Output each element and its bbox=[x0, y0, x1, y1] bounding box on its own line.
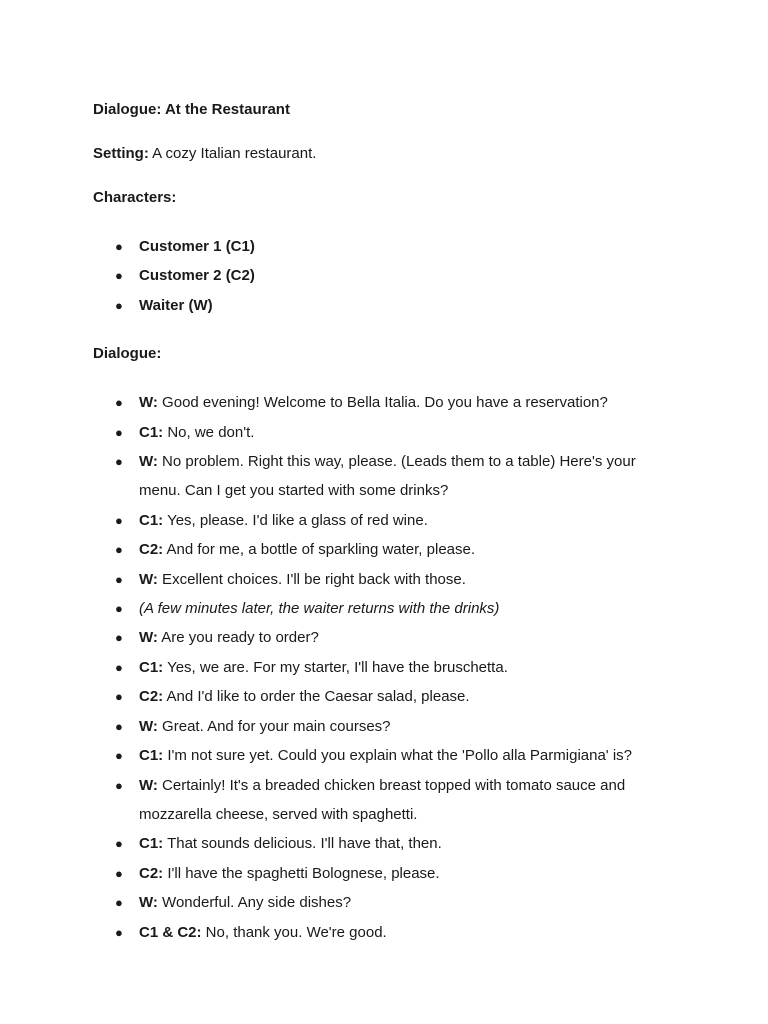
dialogue-text: I'm not sure yet. Could you explain what the 'Pollo alla Parmigiana' is? bbox=[163, 747, 633, 765]
bullet-icon: ● bbox=[115, 395, 123, 411]
dialogue-line bbox=[93, 418, 673, 447]
character-item bbox=[93, 291, 673, 320]
bullet-icon: ● bbox=[115, 836, 123, 852]
speaker-label: C2: bbox=[139, 688, 164, 706]
speaker-label: C2: bbox=[139, 541, 164, 559]
bullet-icon: ● bbox=[115, 718, 123, 734]
bullet-icon: ● bbox=[115, 630, 123, 646]
dialogue-text: Certainly! It's a breaded chicken breast topped with tomato sauce and mozzarella cheese, served with spaghetti. bbox=[139, 776, 626, 823]
speaker-label: C1: bbox=[139, 835, 164, 853]
dialogue-line bbox=[93, 888, 673, 917]
setting-label: Setting: bbox=[93, 145, 149, 162]
speaker-label: W: bbox=[139, 570, 158, 588]
dialogue-list bbox=[93, 388, 673, 947]
bullet-icon: ● bbox=[115, 424, 123, 440]
dialogue-heading: Dialogue: bbox=[93, 345, 162, 363]
dialogue-text: And for me, a bottle of sparkling water, please. bbox=[163, 541, 476, 559]
dialogue-text: I'll have the spaghetti Bolognese, please. bbox=[163, 864, 440, 882]
dialogue-text: No, thank you. We're good. bbox=[201, 923, 387, 941]
character-name: Waiter (W) bbox=[139, 296, 213, 314]
dialogue-line bbox=[93, 447, 673, 506]
dialogue-text: Great. And for your main courses? bbox=[157, 717, 391, 735]
document-page bbox=[93, 100, 673, 971]
dialogue-text: No, we don't. bbox=[163, 423, 255, 441]
dialogue-text: Are you ready to order? bbox=[157, 629, 319, 647]
bullet-icon: ● bbox=[115, 659, 123, 675]
bullet-icon: ● bbox=[115, 924, 123, 940]
bullet-icon: ● bbox=[115, 865, 123, 881]
character-item bbox=[93, 232, 673, 261]
dialogue-text: Wonderful. Any side dishes? bbox=[157, 894, 352, 912]
speaker-label: W: bbox=[139, 629, 158, 647]
speaker-label: C1: bbox=[139, 511, 164, 529]
stage-direction: (A few minutes later, the waiter returns with the drinks) bbox=[139, 600, 500, 618]
speaker-label: W: bbox=[139, 776, 158, 794]
speaker-label: W: bbox=[139, 453, 158, 471]
dialogue-text: Yes, we are. For my starter, I'll have the bruschetta. bbox=[163, 658, 508, 676]
dialogue-line bbox=[93, 859, 673, 888]
dialogue-line bbox=[93, 594, 673, 623]
dialogue-text: Excellent choices. I'll be right back with those. bbox=[157, 570, 466, 588]
dialogue-line bbox=[93, 712, 673, 741]
dialogue-line bbox=[93, 918, 673, 947]
dialogue-line bbox=[93, 771, 673, 830]
bullet-icon: ● bbox=[115, 571, 123, 587]
setting-line bbox=[93, 144, 673, 164]
bullet-icon: ● bbox=[115, 748, 123, 764]
dialogue-text: And I'd like to order the Caesar salad, please. bbox=[163, 688, 470, 706]
speaker-label: C1: bbox=[139, 658, 164, 676]
bullet-icon: ● bbox=[115, 895, 123, 911]
dialogue-text: Good evening! Welcome to Bella Italia. Do you have a reservation? bbox=[157, 394, 608, 412]
speaker-label: C2: bbox=[139, 864, 164, 882]
bullet-icon: ● bbox=[115, 542, 123, 558]
speaker-label: W: bbox=[139, 894, 158, 912]
character-name: Customer 1 (C1) bbox=[139, 238, 255, 255]
dialogue-text: No problem. Right this way, please. (Leads them to a table) Here's your menu. Can I get you started with some drinks? bbox=[139, 453, 636, 500]
bullet-icon: ● bbox=[115, 777, 123, 793]
bullet-icon: ● bbox=[115, 268, 123, 284]
speaker-label: C1: bbox=[139, 423, 164, 441]
character-name: Customer 2 (C2) bbox=[139, 267, 255, 285]
dialogue-text: Yes, please. I'd like a glass of red wine. bbox=[163, 511, 428, 529]
dialogue-line bbox=[93, 565, 673, 594]
speaker-label: W: bbox=[139, 717, 158, 735]
bullet-icon: ● bbox=[115, 601, 123, 617]
speaker-label: C1 & C2: bbox=[139, 923, 202, 941]
speaker-label: C1: bbox=[139, 747, 164, 765]
characters-list bbox=[93, 232, 673, 320]
bullet-icon: ● bbox=[115, 297, 123, 313]
bullet-icon: ● bbox=[115, 512, 123, 528]
dialogue-line bbox=[93, 741, 673, 770]
dialogue-line bbox=[93, 506, 673, 535]
dialogue-text: That sounds delicious. I'll have that, then. bbox=[163, 835, 442, 853]
bullet-icon: ● bbox=[115, 239, 123, 254]
dialogue-line bbox=[93, 623, 673, 652]
setting-text: A cozy Italian restaurant. bbox=[148, 145, 317, 162]
characters-heading: Characters: bbox=[93, 189, 177, 206]
speaker-label: W: bbox=[139, 394, 158, 412]
character-item bbox=[93, 261, 673, 290]
dialogue-line bbox=[93, 388, 673, 417]
dialogue-line bbox=[93, 535, 673, 564]
dialogue-line bbox=[93, 653, 673, 682]
document-title: Dialogue: At the Restaurant bbox=[93, 101, 290, 118]
bullet-icon: ● bbox=[115, 454, 123, 470]
dialogue-line bbox=[93, 829, 673, 858]
bullet-icon: ● bbox=[115, 689, 123, 705]
dialogue-line bbox=[93, 682, 673, 711]
